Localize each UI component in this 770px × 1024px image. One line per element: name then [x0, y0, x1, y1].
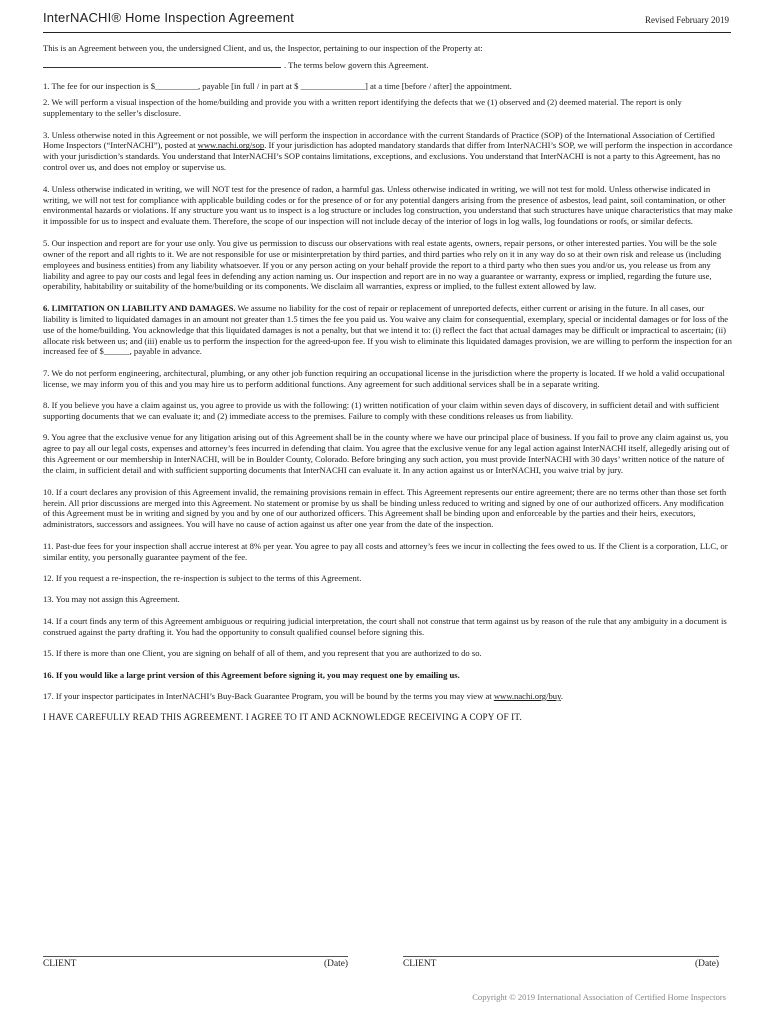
- client-label: CLIENT: [403, 959, 437, 969]
- clause-6: [43, 303, 733, 358]
- revision-date: Revised February 2019: [645, 15, 729, 25]
- intro-line: This is an Agreement between you, the undersigned Client, and us, the Inspector, pertaining to our inspection of the Property at:: [43, 43, 483, 53]
- clause-17-text-b: .: [560, 690, 563, 701]
- clause-17: [43, 691, 733, 702]
- date-label: (Date): [695, 959, 719, 969]
- clause-10: 10. If a court declares any provision of this Agreement invalid, the remaining provisions remain in effect. This Agreement represents our entire agreement; there are no terms other than those set forth herein. All prior discussions are merged into this Agreement. No statement or promise by us shall be binding unless reduced to writing and signed by one of our authorized officers. Any modification of this Agreement must be in writing and signed by you and by one of our authorized officers. This Agreement shall be binding upon and enforceable by the parties and their heirs, executors, administrators, successors and assignees. You will have no cause of action against us after one year from the date of the inspection.: [43, 486, 727, 530]
- clause-3: [43, 130, 733, 174]
- clause-15: 15. If there is more than one Client, you are signing on behalf of all of them, and you represent that you are authorized to do so.: [43, 648, 482, 659]
- clause-6-text: We assume no liability for the cost of repair or replacement of unreported defects, either current or arising in the future. In all cases, our liability is limited to liquidated damages in an amount not greater than 1.5 times the fee you paid us. You waive any claim for consequential, exemplary, special or incidental damages or for loss of the use of the home/building. You acknowledge that this liquidated damages is not a penalty, but that we intend it to: (i) reflect the fact that actual damages may be difficult or impractical to ascertain; (ii) allocate risk between us; and (iii) enable us to perform the inspection for the agreed-upon fee. If you wish to eliminate this liquidated damages provision, we are willing to perform the inspection for an increased fee of $______, payable in advance.: [43, 302, 732, 357]
- document-title: InterNACHI® Home Inspection Agreement: [43, 10, 295, 25]
- acknowledgement: I HAVE CAREFULLY READ THIS AGREEMENT. I AGREE TO IT AND ACKNOWLEDGE RECEIVING A COPY OF IT.: [43, 712, 522, 723]
- clause-12: 12. If you request a re-inspection, the re-inspection is subject to the terms of this Agreement.: [43, 573, 362, 584]
- clause-2: 2. We will perform a visual inspection of the home/building and provide you with a written report identifying the defects that we (1) observed and (2) deemed material. The report is only supplementary to the seller’s disclosure.: [43, 97, 682, 119]
- clause-8: 8. If you believe you have a claim against us, you agree to provide us with the following: (1) written notification of your claim within seven days of discovery, in sufficient detail and with sufficient supporting documents that we can evaluate it; and (2) immediate access to the premises. Failure to comply with these conditions releases us from liability.: [43, 400, 720, 422]
- document-header: [43, 12, 731, 33]
- date-label: (Date): [324, 959, 348, 969]
- clause-16: 16. If you would like a large print version of this Agreement before signing it, you may request one by emailing us.: [43, 669, 460, 680]
- clause-4: 4. Unless otherwise indicated in writing, we will NOT test for the presence of radon, a harmful gas. Unless otherwise indicated in writing, we will not test for mold. Unless otherwise indicated in writing, we will not test for compliance with applicable building codes or for the presence of or for any potential dangers arising from the presence of asbestos, lead paint, soil contamination, or other environmental hazards or violations. If any structure you want us to inspect is a log structure or includes log construction, you understand that such structures have unique characteristics that may make it impossible for us to inspect and evaluate them. Therefore, the scope of our inspection will not include decay of the interior of logs in log walls, log foundations or roofs, or similar defects.: [43, 183, 733, 227]
- client-signature-line-1[interactable]: [43, 956, 348, 969]
- clause-5: 5. Our inspection and report are for your use only. You give us permission to discuss our observations with real estate agents, owners, repair persons, or other interested parties. You will be the sole owner of the report and all rights to it. We are not responsible for use or misinterpretation by third parties, and third parties who rely on it in any way do so at their own risk and release us (including employees and business entities) from any liability whatsoever. If you or any person acting on your behalf provide the report to a third party who then sues you and/or us, you release us from any liability and agree to pay our costs and legal fees in defending any action naming us. Our inspection and report are in no way a guarantee or warranty, express or implied, regarding the future use, operability, habitability or suitability of the home/building or its components. We disclaim all warranties, express or implied, to the fullest extent allowed by law.: [43, 237, 722, 292]
- clause-3-text-a: 3. Unless otherwise noted in this Agreement or not possible, we will perform the inspection in accordance with the current Standards of Practice (SOP) of the International Association of Certified Home Inspectors (“InterNACHI”), posted at: [43, 129, 715, 151]
- clause-13: 13. You may not assign this Agreement.: [43, 594, 180, 605]
- clause-11: 11. Past-due fees for your inspection shall accrue interest at 8% per year. You agree to pay all costs and attorney’s fees we incur in collecting the fees owed to us. If the Client is a corporation, LLC, or similar entity, you personally guarantee payment of the fee.: [43, 540, 728, 562]
- clause-3-text-b: . If your jurisdiction has adopted mandatory standards that differ from InterNACHI’s SOP, we will perform the inspection in accordance with your jurisdiction’s standards. You understand that InterNACHI’s SOP contains limitations, exceptions, and exclusions. You understand that InterNACHI is not a party to this Agreement, has no control over us, and does not employ or supervise us.: [43, 140, 733, 173]
- agreement-body: [43, 43, 733, 734]
- buyback-link[interactable]: www.nachi.org/buy: [493, 690, 561, 701]
- property-address-line: [43, 59, 733, 71]
- copyright-footer: Copyright © 2019 International Association of Certified Home Inspectors: [472, 992, 726, 1002]
- clause-7: 7. We do not perform engineering, architectural, plumbing, or any other job function requiring an occupational license in the jurisdiction where the property is located. If we hold a valid occupational license, we may inform you of this and you may hire us to perform additional functions. Any agreement for such additional services shall be in a separate writing.: [43, 367, 725, 389]
- clause-9: 9. You agree that the exclusive venue for any litigation arising out of this Agreement shall be in the county where we have our principal place of business. If you fail to prove any claim against us, you agree to pay all our legal costs, expenses and attorney’s fees incurred in defending that claim. You agree that the exclusive venue for any legal action against InterNACHI itself, allegedly arising out of this Agreement or our membership in InterNACHI, will be in Boulder County, Colorado. Before bringing any such action, you must provide InterNACHI with 30 days’ written notice of the nature of the claim, in sufficient detail and with sufficient supporting documents that InterNACHI can evaluate it. In any action against us or InterNACHI, you waive trial by jury.: [43, 432, 730, 476]
- clause-14: 14. If a court finds any term of this Agreement ambiguous or requiring judicial interpretation, the court shall not construe that term against us by reason of the rule that any ambiguity in a document is construed against the party drafting it. You had the opportunity to consult qualified counsel before signing this.: [43, 615, 727, 637]
- client-signature-line-2[interactable]: [403, 956, 719, 969]
- clause-1: 1. The fee for our inspection is $__________, payable [in full / in part at $ _______________] at a time [before / after] the appointment.: [43, 81, 512, 92]
- clause-17-text-a: 17. If your inspector participates in InterNACHI’s Buy-Back Guarantee Program, you will be bound by the terms you may view at: [43, 690, 494, 701]
- property-address-blank[interactable]: [43, 59, 281, 68]
- clause-6-heading: 6. LIMITATION ON LIABILITY AND DAMAGES.: [43, 302, 236, 313]
- sop-link[interactable]: www.nachi.org/sop: [197, 140, 265, 151]
- client-label: CLIENT: [43, 959, 77, 969]
- intro-terms-text: . The terms below govern this Agreement.: [284, 59, 429, 70]
